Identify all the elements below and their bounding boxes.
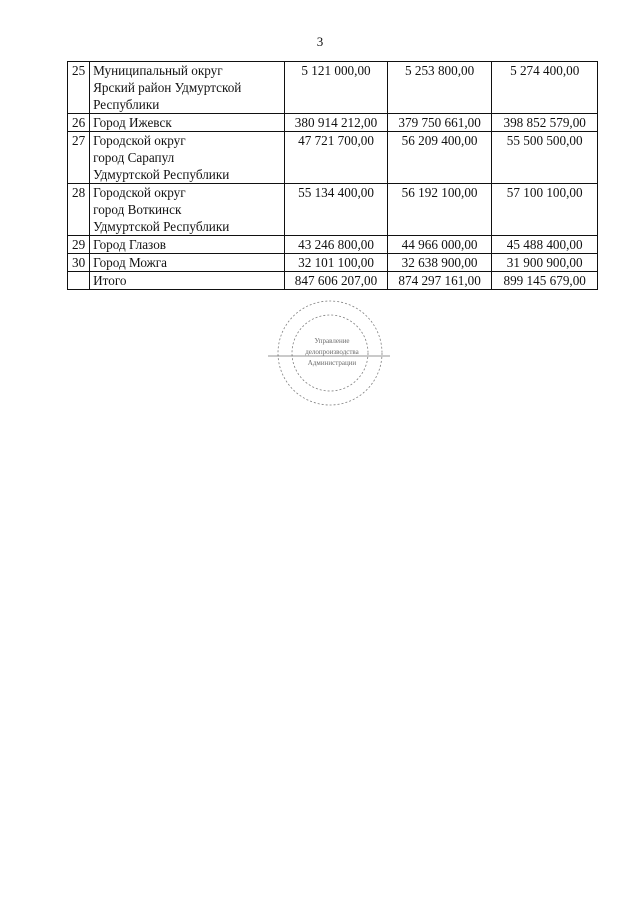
total-row <box>68 272 598 290</box>
stamp-line-2: делопроизводства <box>305 348 359 356</box>
amount-value: 55 134 400,00 <box>298 185 374 200</box>
table-row <box>68 114 598 132</box>
amount-value: 398 852 579,00 <box>503 115 586 130</box>
amount-year-3 <box>492 236 598 254</box>
table-row <box>68 132 598 184</box>
amount-year-3 <box>492 272 598 290</box>
municipality-name <box>90 114 285 132</box>
stamp-line-3: Администрации <box>307 359 357 367</box>
name-line: Республики <box>93 97 160 112</box>
amount-year-2 <box>387 114 492 132</box>
row-number: 29 <box>68 236 90 254</box>
name-line: Городской округ <box>93 133 186 148</box>
amount-year-1 <box>285 184 388 236</box>
table-row <box>68 236 598 254</box>
amount-year-3 <box>492 254 598 272</box>
name-line: Ярский район Удмуртской <box>93 80 242 95</box>
amount-value: 874 297 161,00 <box>398 273 481 288</box>
amount-value: 899 145 679,00 <box>503 273 586 288</box>
row-number: 27 <box>68 132 90 184</box>
stamp-line-1: Управление <box>314 337 350 345</box>
row-number: 26 <box>68 114 90 132</box>
amount-year-1 <box>285 132 388 184</box>
amount-value: 5 274 400,00 <box>510 63 580 78</box>
row-number: 25 <box>68 62 90 114</box>
amount-value: 55 500 500,00 <box>506 133 583 148</box>
municipality-name <box>90 132 285 184</box>
amount-value: 56 209 400,00 <box>401 133 478 148</box>
amount-year-1 <box>285 62 388 114</box>
amount-year-2 <box>387 236 492 254</box>
amount-value: 5 121 000,00 <box>301 63 371 78</box>
amount-value: 45 488 400,00 <box>506 237 583 252</box>
amount-value: 379 750 661,00 <box>398 115 481 130</box>
budget-table <box>67 61 598 290</box>
budget-table-body <box>68 62 598 290</box>
name-line: Муниципальный округ <box>93 63 223 78</box>
row-number: 28 <box>68 184 90 236</box>
name-line: Итого <box>93 273 127 288</box>
amount-year-2 <box>387 132 492 184</box>
amount-value: 57 100 100,00 <box>506 185 583 200</box>
amount-value: 56 192 100,00 <box>401 185 478 200</box>
name-line: Удмуртской Республики <box>93 167 230 182</box>
municipality-name <box>90 184 285 236</box>
table-row <box>68 184 598 236</box>
municipality-name <box>90 236 285 254</box>
name-line: Город Глазов <box>93 237 167 252</box>
amount-value: 32 638 900,00 <box>401 255 478 270</box>
name-line: город Воткинск <box>93 202 182 217</box>
amount-year-1 <box>285 254 388 272</box>
name-line: Город Ижевск <box>93 115 172 130</box>
row-number: 30 <box>68 254 90 272</box>
amount-year-3 <box>492 184 598 236</box>
name-line: Город Можга <box>93 255 168 270</box>
amount-year-2 <box>387 272 492 290</box>
amount-value: 847 606 207,00 <box>294 273 378 288</box>
amount-value: 5 253 800,00 <box>404 63 475 78</box>
table-row <box>68 62 598 114</box>
amount-value: 31 900 900,00 <box>506 255 583 270</box>
amount-year-1 <box>285 236 388 254</box>
row-number <box>68 272 90 290</box>
amount-year-2 <box>387 254 492 272</box>
amount-value: 47 721 700,00 <box>298 133 374 148</box>
official-stamp <box>262 298 392 408</box>
amount-value: 43 246 800,00 <box>298 237 374 252</box>
name-line: город Сарапул <box>93 150 175 165</box>
municipality-name <box>90 272 285 290</box>
amount-year-1 <box>285 272 388 290</box>
name-line: Городской округ <box>93 185 186 200</box>
amount-year-2 <box>387 62 492 114</box>
page-number: 3 <box>316 34 324 49</box>
amount-year-1 <box>285 114 388 132</box>
municipality-name <box>90 254 285 272</box>
table-row <box>68 254 598 272</box>
amount-year-2 <box>387 184 492 236</box>
municipality-name <box>90 62 285 114</box>
amount-value: 44 966 000,00 <box>401 237 478 252</box>
amount-value: 32 101 100,00 <box>298 255 374 270</box>
amount-year-3 <box>492 62 598 114</box>
amount-value: 380 914 212,00 <box>294 115 378 130</box>
name-line: Удмуртской Республики <box>93 219 230 234</box>
amount-year-3 <box>492 132 598 184</box>
amount-year-3 <box>492 114 598 132</box>
